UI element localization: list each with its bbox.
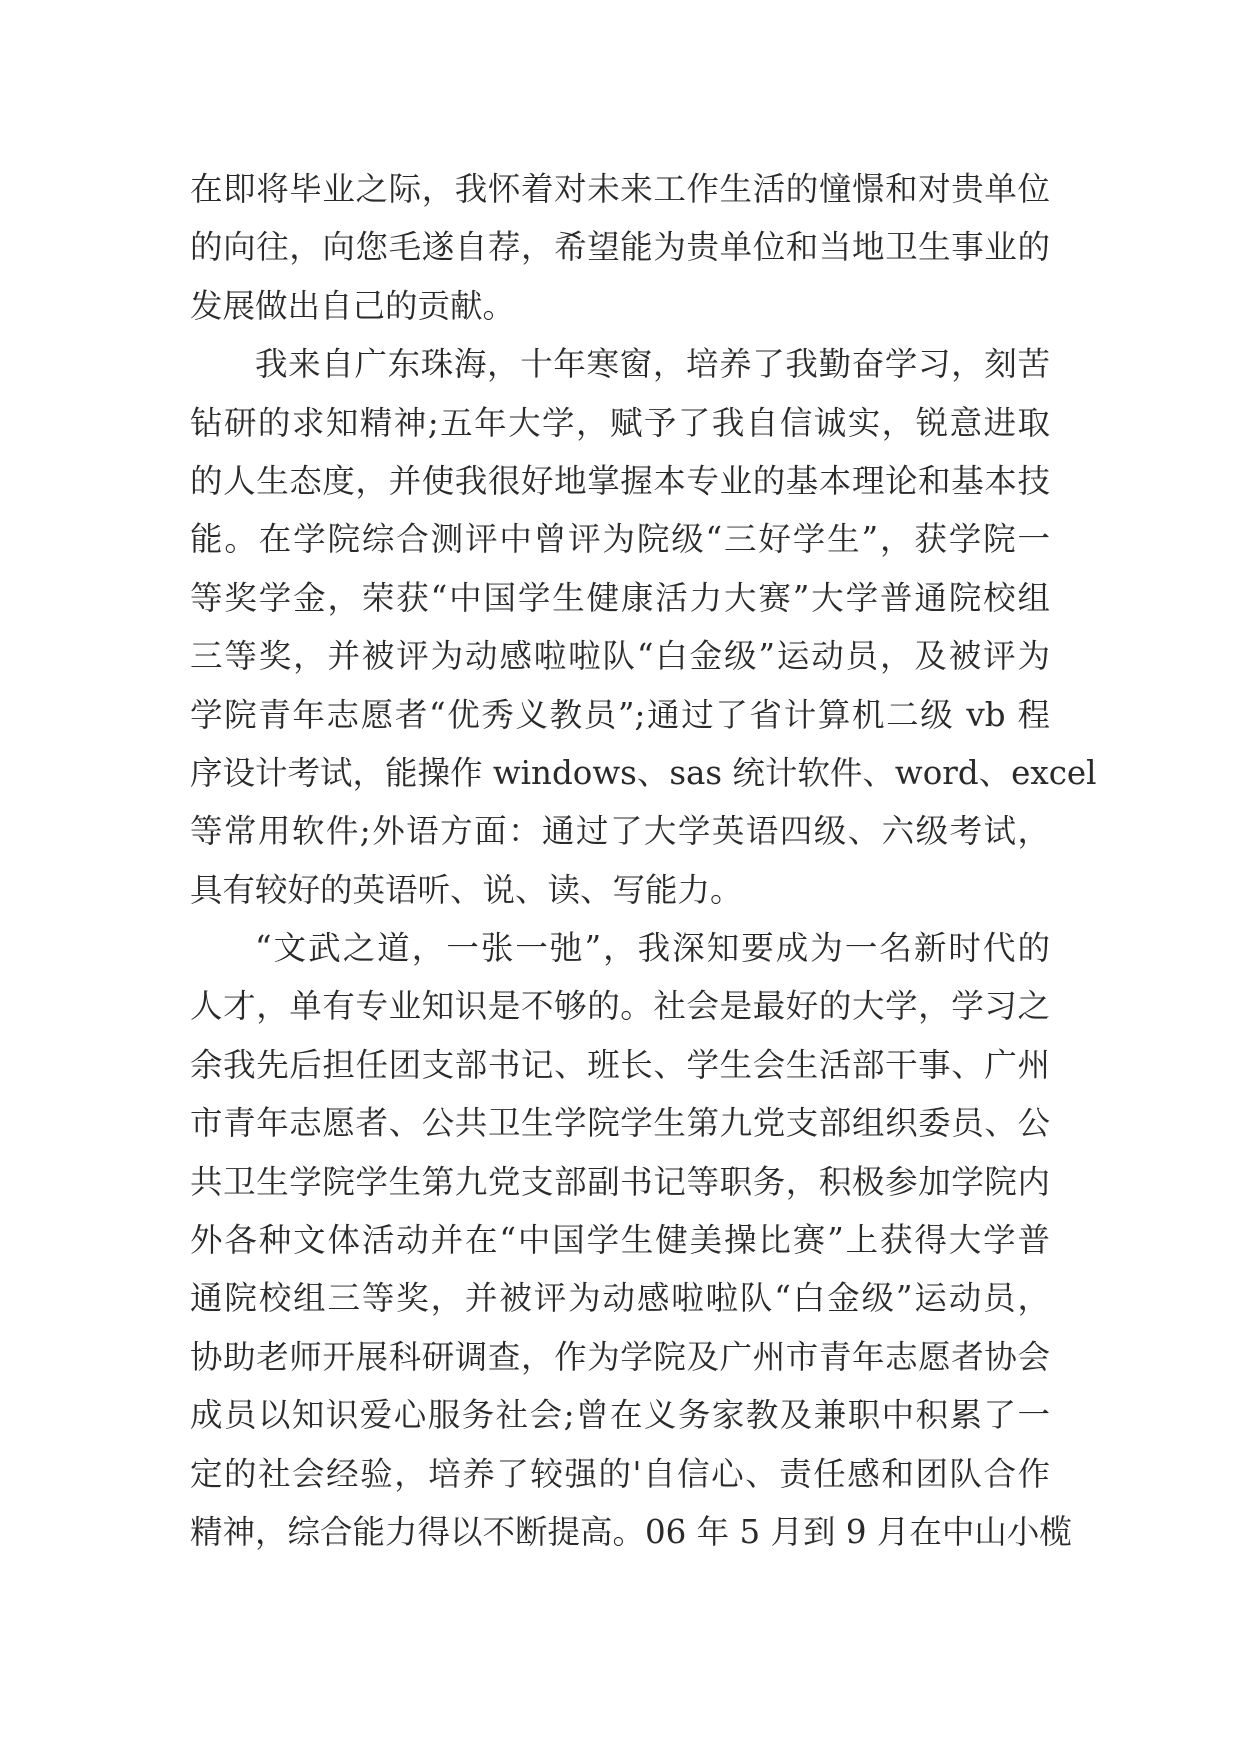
- text-line: “文武之道，一张一弛”，我深知要成为一名新时代的: [255, 929, 1050, 968]
- text-line: 发展做出自己的贡献。: [190, 286, 516, 325]
- text-line: 协助老师开展科研调查，作为学院及广州市青年志愿者协会: [190, 1337, 1050, 1376]
- paragraph-2: [190, 335, 1097, 919]
- text-line: 我来自广东珠海，十年寒窗，培养了我勤奋学习，刻苦: [255, 345, 1050, 384]
- text-line: 学院青年志愿者“优秀义教员”;通过了省计算机二级 vb 程: [190, 695, 1050, 734]
- text-line: 通院校组三等奖，并被评为动感啦啦队“白金级”运动员，: [190, 1279, 1050, 1318]
- text-line: 的向往，向您毛遂自荐，希望能为贵单位和当地卫生事业的: [190, 228, 1050, 267]
- text-line: 等奖学金，荣获“中国学生健康活力大赛”大学普通院校组: [190, 578, 1050, 617]
- text-line: 三等奖，并被评为动感啦啦队“白金级”运动员，及被评为: [190, 637, 1050, 676]
- text-line: 等常用软件;外语方面：通过了大学英语四级、六级考试，: [190, 812, 1050, 851]
- text-line: 序设计考试，能操作 windows、sas 统计软件、word、excel: [190, 753, 1097, 792]
- paragraph-3: [190, 919, 1072, 1561]
- text-line: 共卫生学院学生第九党支部副书记等职务，积极参加学院内: [190, 1162, 1050, 1201]
- text-line: 精神，综合能力得以不断提高。06 年 5 月到 9 月在中山小榄: [190, 1512, 1072, 1551]
- text-line: 人才，单有专业知识是不够的。社会是最好的大学，学习之: [190, 987, 1050, 1026]
- text-line: 成员以知识爱心服务社会;曾在义务家教及兼职中积累了一: [190, 1396, 1050, 1435]
- body-text: [190, 160, 1097, 1561]
- text-line: 能。在学院综合测评中曾评为院级“三好学生”，获学院一: [190, 520, 1050, 559]
- text-line: 定的社会经验，培养了较强的'自信心、责任感和团队合作: [190, 1454, 1050, 1493]
- text-line: 市青年志愿者、公共卫生学院学生第九党支部组织委员、公: [190, 1104, 1050, 1143]
- text-line: 钻研的求知精神;五年大学，赋予了我自信诚实，锐意进取: [190, 403, 1050, 442]
- text-line: 外各种文体活动并在“中国学生健美操比赛”上获得大学普: [190, 1221, 1050, 1260]
- paragraph-1: [190, 160, 1050, 335]
- text-line: 在即将毕业之际，我怀着对未来工作生活的憧憬和对贵单位: [190, 170, 1050, 208]
- text-line: 余我先后担任团支部书记、班长、学生会生活部干事、广州: [190, 1045, 1050, 1084]
- text-line: 的人生态度，并使我很好地掌握本专业的基本理论和基本技: [190, 461, 1050, 500]
- text-line: 具有较好的英语听、说、读、写能力。: [190, 870, 743, 909]
